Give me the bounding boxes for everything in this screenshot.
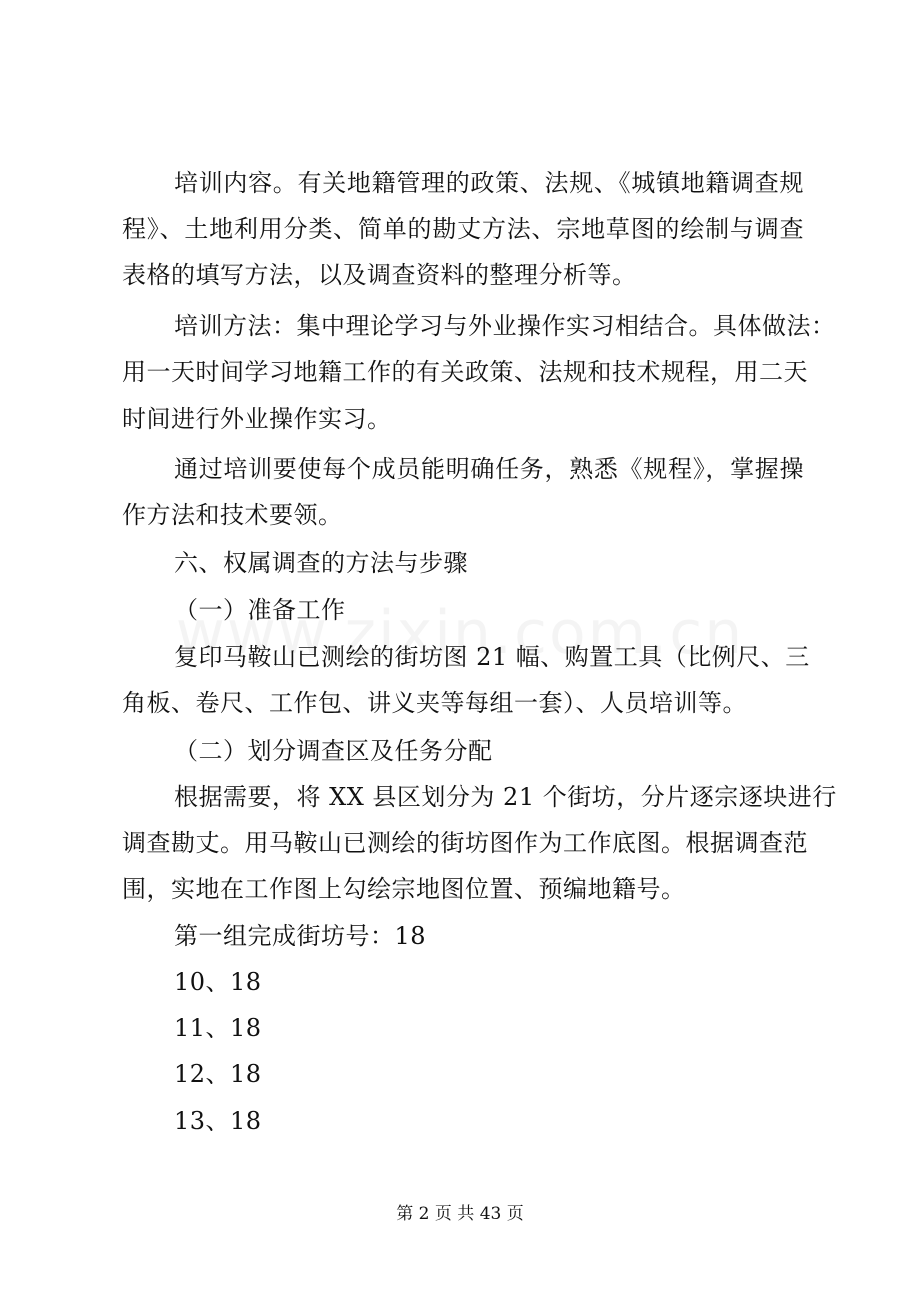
paragraph-line: 围，实地在工作图上勾绘宗地图位置、预编地籍号。 bbox=[122, 875, 686, 903]
paragraph-line: 程》、土地利用分类、简单的勘丈方法、宗地草图的绘制与调查 bbox=[122, 215, 804, 243]
paragraph-line: 培训方法：集中理论学习与外业操作实习相结合。具体做法： bbox=[174, 312, 836, 340]
paragraph-line: 培训内容。有关地籍管理的政策、法规、《城镇地籍调查规 bbox=[174, 169, 804, 197]
section-heading: 六、权属调查的方法与步骤 bbox=[174, 549, 468, 577]
paragraph-line: 作方法和技术要领。 bbox=[122, 501, 343, 529]
list-item: 12、18 bbox=[174, 1060, 262, 1088]
paragraph-line: 时间进行外业操作实习。 bbox=[122, 405, 392, 433]
list-item: 第一组完成街坊号：18 bbox=[174, 922, 427, 950]
page-number: 第 2 页 共 43 页 bbox=[396, 1204, 524, 1224]
paragraph-line: 用一天时间学习地籍工作的有关政策、法规和技术规程，用二天 bbox=[122, 358, 808, 386]
paragraph-line: 根据需要，将 XX 县区划分为 21 个街坊，分片逐宗逐块进行 bbox=[174, 783, 837, 811]
list-item: 10、18 bbox=[174, 968, 262, 996]
subsection-heading: （二）划分调查区及任务分配 bbox=[174, 737, 493, 765]
paragraph-line: 调查勘丈。用马鞍山已测绘的街坊图作为工作底图。根据调查范 bbox=[122, 829, 808, 857]
list-item: 13、18 bbox=[174, 1107, 262, 1135]
paragraph-line: 复印马鞍山已测绘的街坊图 21 幅、购置工具（比例尺、三 bbox=[174, 643, 810, 671]
subsection-heading: （一）准备工作 bbox=[174, 596, 346, 624]
paragraph-line: 通过培训要使每个成员能明确任务，熟悉《规程》，掌握操 bbox=[174, 455, 804, 483]
paragraph-line: 角板、卷尺、工作包、讲义夹等每组一套）、人员培训等。 bbox=[122, 689, 747, 717]
paragraph-line: 表格的填写方法，以及调查资料的整理分析等。 bbox=[122, 261, 637, 289]
list-item: 11、18 bbox=[174, 1014, 262, 1042]
